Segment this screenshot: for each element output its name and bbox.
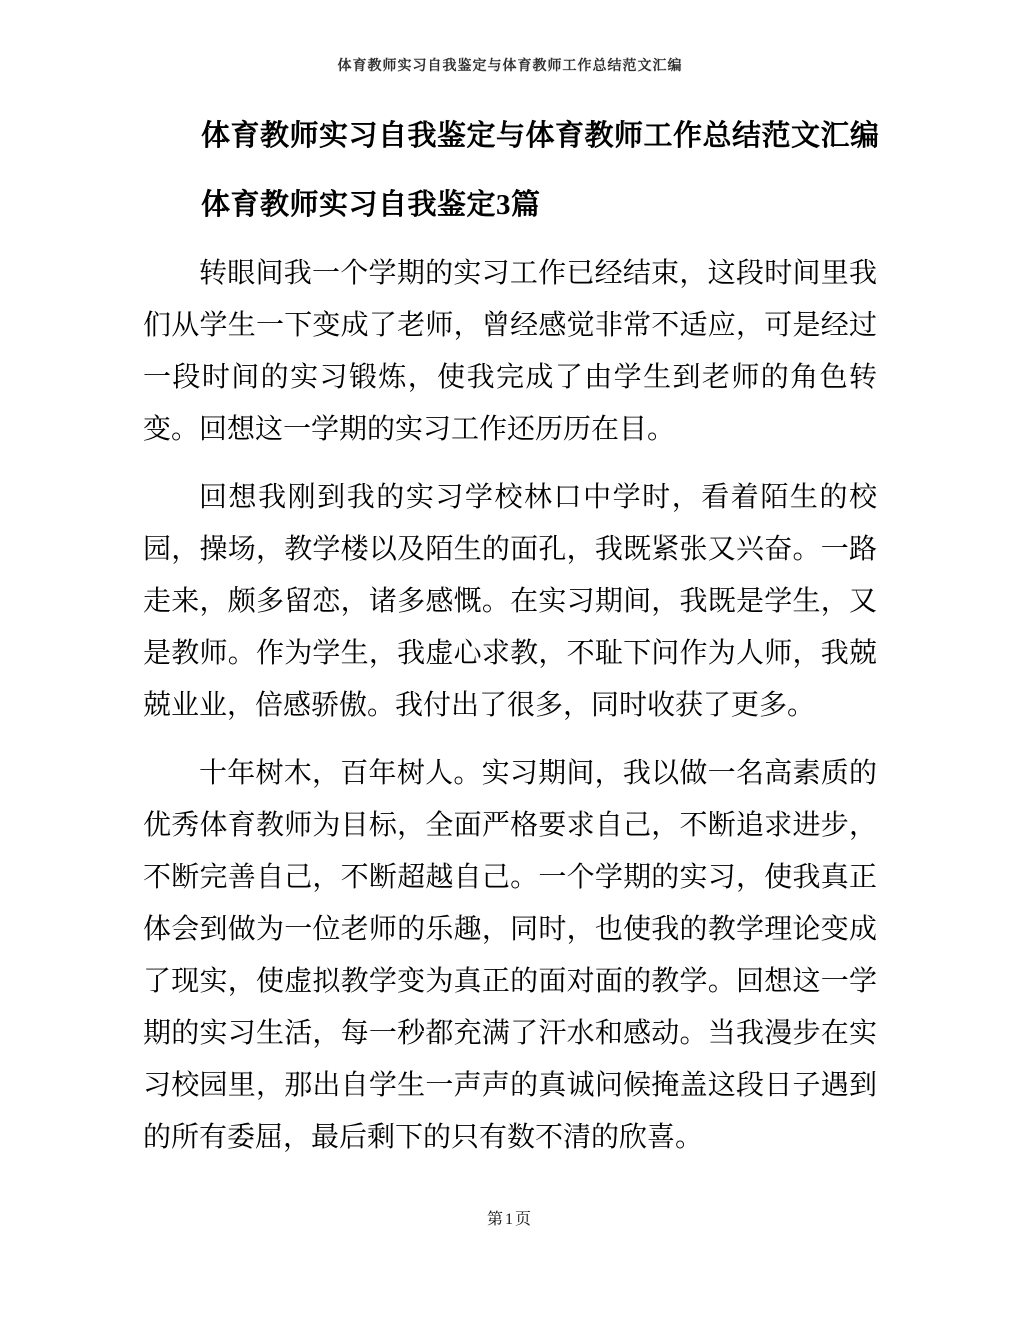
paragraph: 十年树木，百年树人。实习期间，我以做一名高素质的优秀体育教师为目标，全面严格要求自己，不断追求进步，不断完善自己，不断超越自己。一个学期的实习，使我真正体会到做为一位老师的乐趣，同时，也使我的教学理论变成了现实，使虚拟教学变为真正的面对面的教学。回想这一学期的实习生活，每一秒都充满了汗水和感动。当我漫步在实习校园里，那出自学生一声声的真诚问候掩盖这段日子遇到的所有委屈，最后剩下的只有数不清的欣喜。 xyxy=(143,758,877,1153)
paragraph: 回想我刚到我的实习学校林口中学时，看着陌生的校园，操场，教学楼以及陌生的面孔，我既紧张又兴奋。一路走来，颇多留恋，诸多感慨。在实习期间，我既是学生，又是教师。作为学生，我虚心求教，不耻下问作为人师，我兢兢业业，倍感骄傲。我付出了很多，同时收获了更多。 xyxy=(143,482,877,721)
page-number: 第1页 xyxy=(486,1211,533,1228)
paragraph: 转眼间我一个学期的实习工作已经结束，这段时间里我们从学生一下变成了老师，曾经感觉非常不适应，可是经过一段时间的实习锻炼，使我完成了由学生到老师的角色转变。回想这一学期的实习工作还历历在目。 xyxy=(143,258,877,445)
document-title: 体育教师实习自我鉴定与体育教师工作总结范文汇编 xyxy=(201,120,880,152)
page-header-text: 体育教师实习自我鉴定与体育教师工作总结范文汇编 xyxy=(337,57,683,73)
document-body xyxy=(143,248,877,1180)
document-subtitle: 体育教师实习自我鉴定3篇 xyxy=(201,189,541,221)
